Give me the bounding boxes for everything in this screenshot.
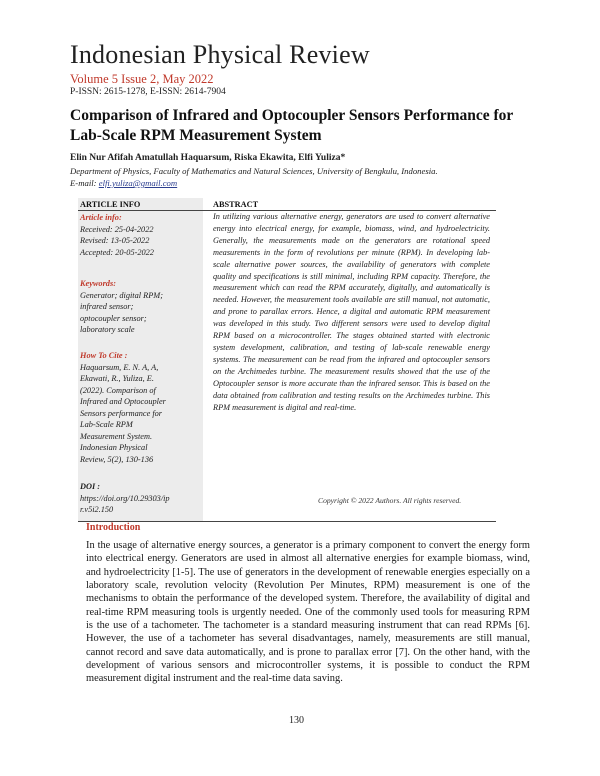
how-to-cite-block	[80, 350, 202, 465]
doi-label: DOI :	[80, 482, 101, 491]
cite-line: (2022). Comparison of	[80, 385, 156, 395]
divider-bottom	[78, 521, 496, 522]
keywords-block	[80, 278, 202, 336]
cite-line: Haquarsum, E. N. A, A,	[80, 362, 159, 372]
article-dates	[80, 212, 202, 258]
paper-affiliation: Department of Physics, Faculty of Mathematics and Natural Sciences, University of Bengkulu, Indonesia.	[70, 166, 438, 176]
cite-line: Sensors performance for	[80, 408, 163, 418]
keyword-line: Generator; digital RPM;	[80, 290, 163, 300]
page-number: 130	[289, 715, 304, 726]
keyword-line: optocoupler sensor;	[80, 313, 147, 323]
cite-line: Measurement System.	[80, 431, 153, 441]
abstract-text: In utilizing various alternative energy, generators are used to convert alternative energy into electrical energy, for example, biomass, wind, and hydroelectricity. Generally, the measurements made on the generators are rotational speed measurements in the form of revolutions per minute (RPM). In developing lab-scale alternative power sources, the availability of generators with complete quality and specifications is still minimal, including RPM capacity. Therefore, the measurement which can read the RPM accurately, digitally, and automatically is needed. However, the measurement tools available are still manual, not automatic, and prone to parallax errors. Hence, a digital and automatic RPM measurement was developed in this study. Two different sensors were used to develop digital RPM based on a microcontroller. The stages obtained started with electronic system development, calibration, and testing of lab-scale renewable energy systems. The measurement can be read from the infrared and optocoupler sensors on the Archimedes turbine. The measurement results showed that the use of the Optocoupler sensor is more accurate than the infrared sensor. This is based on the data obtained from calibration and testing results on the Archimedes turbine. This RPM measurement is digital and real-time.	[213, 212, 490, 412]
accepted-date: Accepted: 20-05-2022	[80, 247, 154, 257]
revised-date: Revised: 13-05-2022	[80, 236, 150, 245]
article-info-heading: ARTICLE INFO	[80, 200, 141, 209]
cite-line: Indonesian Physical	[80, 443, 148, 452]
doi-link[interactable]: https://doi.org/10.29303/ip	[80, 493, 170, 503]
article-info-label: Article info:	[80, 213, 122, 222]
email-label: E-mail:	[70, 178, 99, 188]
cite-line: Ekawati, R., Yuliza, E.	[80, 374, 154, 383]
introduction-heading: Introduction	[86, 522, 141, 533]
email-link[interactable]: elfi.yuliza@gmail.com	[98, 178, 178, 188]
keywords-label: Keywords:	[80, 279, 116, 288]
cite-label: How To Cite :	[80, 351, 128, 360]
keyword-line: infrared sensor;	[80, 302, 134, 311]
journal-volume: Volume 5 Issue 2, May 2022	[70, 72, 214, 86]
journal-title: Indonesian Physical Review	[70, 40, 370, 69]
abstract-heading: ABSTRACT	[213, 200, 259, 209]
copyright-notice: Copyright © 2022 Authors. All rights reserved.	[318, 496, 462, 505]
cite-line: Lab-Scale RPM	[80, 420, 133, 429]
doi-block	[80, 481, 202, 516]
paper-title: Comparison of Infrared and Optocoupler Sensors Performance for Lab-Scale RPM Measurement System	[70, 107, 514, 144]
paper-email-line	[70, 178, 177, 188]
cite-line: Infrared and Optocoupler	[80, 397, 166, 406]
doi-link[interactable]: r.v5i2.150	[80, 505, 114, 514]
introduction-text: In the usage of alternative energy sources, a generator is a primary component to convert the energy form into electrical energy. Generators are used in almost all alternative energies for example biomass, wind, and hydroelectricity [1-5]. The use of generators in the development of renewable energies especially on a laboratory scale, revolution velocity (Revolution Per Minutes, RPM) measurement is one of the mechanisms to obtain the performance of the developed system. Therefore, the availability of digital and real-time RPM measuring tools is urgently needed. One of the commonly used tools for measuring RPM is the use of a tachometer. The tachometer is a standard measuring instrument that can read RPMs [6]. However, the use of a tachometer has several disadvantages, namely, measurements are still manual, cannot record and save data automatically, and is prone to parallax error [7]. On the other hand, with the development of various sensors and microcontroller systems, it is possible to conduct the RPM measurement digital instrument and the real-time data saving.	[86, 540, 530, 685]
cite-line: Review, 5(2), 130-136	[80, 454, 154, 464]
paper-authors: Elin Nur Afifah Amatullah Haquarsum, Riska Ekawita, Elfi Yuliza*	[70, 153, 346, 163]
keyword-line: laboratory scale	[80, 325, 135, 334]
journal-issn: P-ISSN: 2615-1278, E-ISSN: 2614-7904	[70, 87, 226, 97]
received-date: Received: 25-04-2022	[80, 224, 154, 234]
